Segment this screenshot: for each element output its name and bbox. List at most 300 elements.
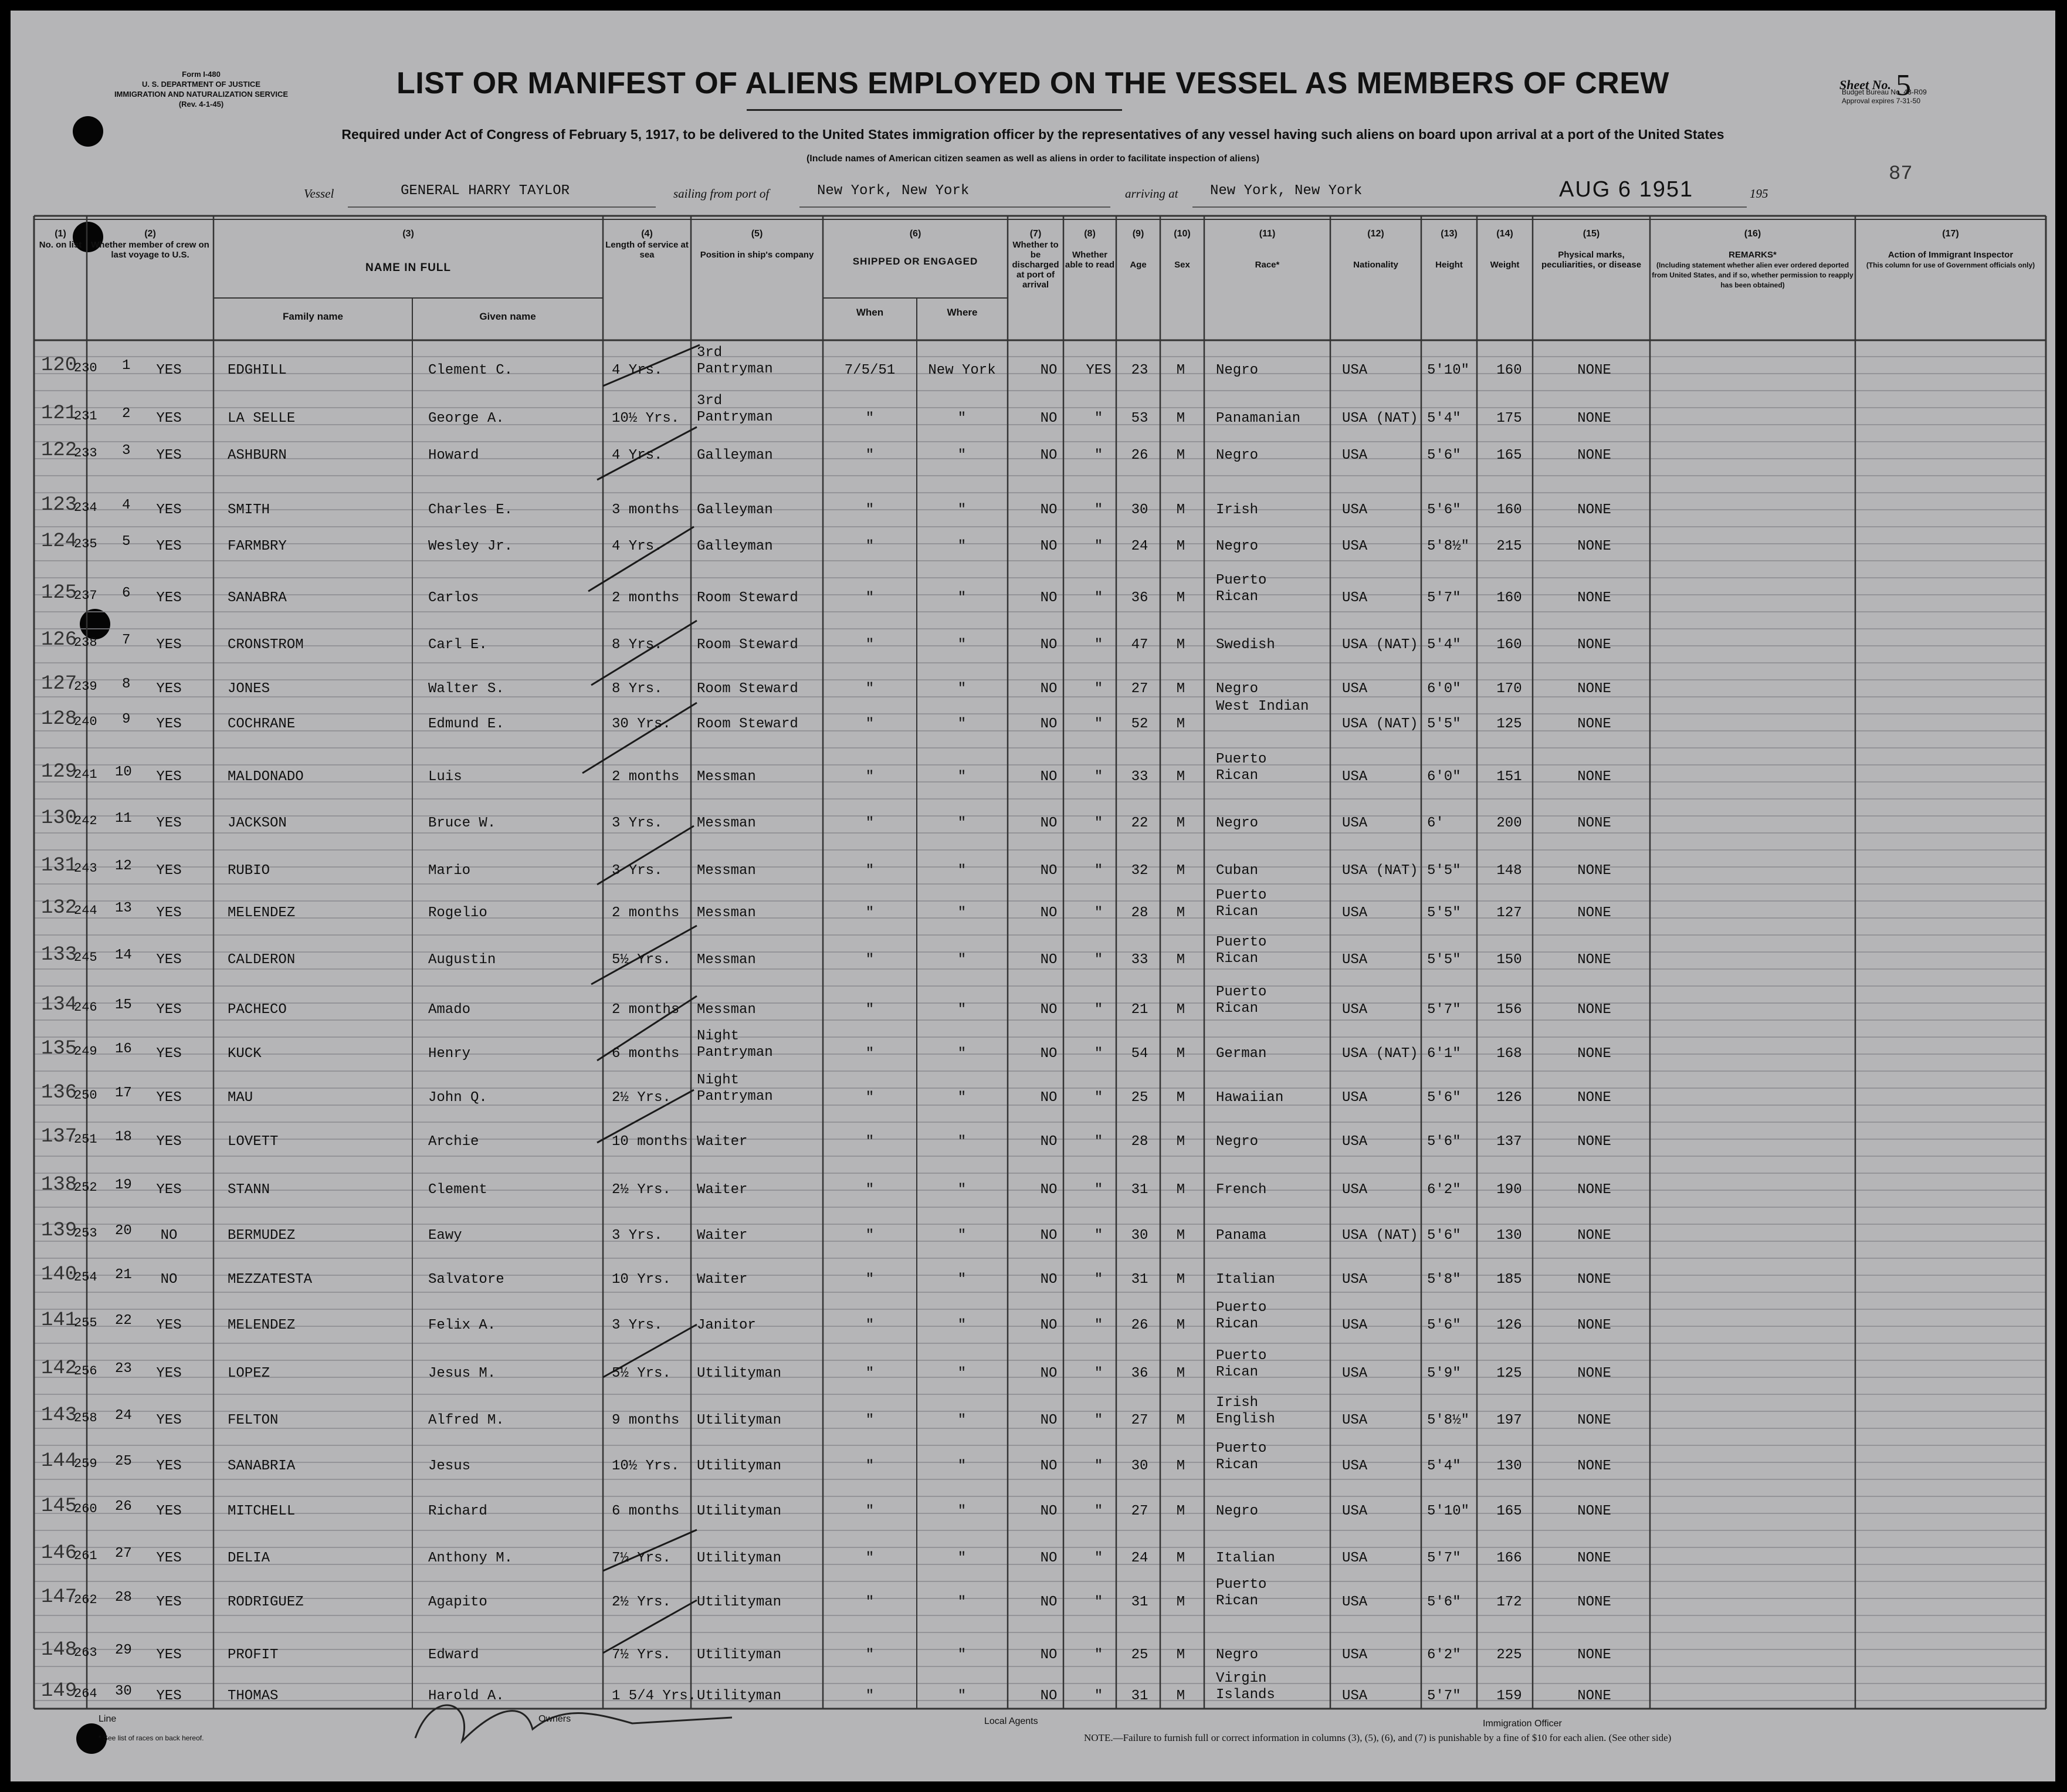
cell-weight: 200 — [1496, 815, 1522, 831]
cell-read: " — [1094, 1090, 1103, 1106]
cell-number-on-list: 30 — [115, 1683, 132, 1699]
cell-marks: NONE — [1577, 716, 1611, 732]
cell-voyage: YES — [156, 538, 182, 554]
cell-given: Richard — [428, 1503, 487, 1519]
cell-family: MITCHELL — [228, 1503, 296, 1519]
cell-position: Room Steward — [697, 590, 798, 606]
document-title: LIST OR MANIFEST OF ALIENS EMPLOYED ON THE VESSEL AS MEMBERS OF CREW — [397, 66, 1669, 100]
cell-sex: M — [1176, 1317, 1185, 1333]
revision-date: (Rev. 4-1-45) — [178, 100, 224, 109]
cell-weight: 126 — [1496, 1317, 1522, 1333]
cell-list-code: 253 — [74, 1226, 97, 1241]
cell-age: 24 — [1131, 538, 1148, 554]
cell-age: 23 — [1131, 363, 1148, 378]
cell-where: " — [957, 769, 967, 785]
cell-sex: M — [1176, 1228, 1185, 1244]
cell-number-on-list: 24 — [115, 1408, 132, 1424]
cell-race: Puerto Rican — [1216, 1577, 1267, 1609]
cell-list-code: 243 — [74, 861, 97, 876]
cell-voyage: YES — [156, 1046, 182, 1062]
cell-read: " — [1094, 905, 1103, 921]
cell-race: Irish English — [1216, 1395, 1275, 1427]
cell-family: COCHRANE — [228, 716, 296, 732]
cell-number-on-list: 25 — [115, 1454, 132, 1469]
document-subtitle: Required under Act of Congress of February 5, 1917, to be delivered to the United States immigration officer by the representatives of any vessel having such aliens on board upon arrival at a port of the United States — [341, 127, 1724, 142]
cell-where: " — [957, 1046, 967, 1062]
cell-discharged: NO — [1040, 1182, 1058, 1198]
cell-voyage: YES — [156, 1182, 182, 1198]
cell-given: Rogelio — [428, 905, 487, 921]
cell-when: " — [865, 1503, 875, 1519]
handwritten-row-number: 124 — [41, 530, 77, 553]
form-number: Form I-480 — [182, 70, 221, 79]
cell-family: JACKSON — [228, 815, 287, 831]
cell-family: JONES — [228, 681, 270, 697]
cell-service: 4 Yrs. — [612, 448, 663, 463]
cell-position: Night Pantryman — [697, 1028, 773, 1061]
cell-sex: M — [1176, 681, 1185, 697]
cell-weight: 148 — [1496, 863, 1522, 879]
cell-discharged: NO — [1040, 1503, 1058, 1519]
cell-given: Clement — [428, 1182, 487, 1198]
cell-position: Galleyman — [697, 448, 773, 463]
cell-list-code: 230 — [74, 361, 97, 375]
cell-height: 5'9" — [1427, 1366, 1461, 1381]
cell-position: Messman — [697, 863, 756, 879]
cell-given: George A. — [428, 411, 504, 426]
cell-discharged: NO — [1040, 716, 1058, 732]
cell-age: 33 — [1131, 952, 1148, 968]
cell-marks: NONE — [1577, 637, 1611, 653]
cell-read: " — [1094, 590, 1103, 606]
handwritten-row-number: 140 — [41, 1263, 77, 1286]
cell-weight: 165 — [1496, 1503, 1522, 1519]
cell-where: " — [957, 1002, 967, 1018]
cell-age: 30 — [1131, 1458, 1148, 1474]
cell-when: " — [865, 1228, 875, 1244]
cell-read: " — [1094, 637, 1103, 653]
handwritten-row-number: 123 — [41, 494, 77, 516]
cell-discharged: NO — [1040, 769, 1058, 785]
cell-read: " — [1094, 815, 1103, 831]
cell-height: 5'6" — [1427, 1134, 1461, 1150]
cell-read: " — [1094, 1272, 1103, 1288]
cell-list-code: 246 — [74, 1000, 97, 1015]
cell-family: CRONSTROM — [228, 637, 304, 653]
cell-family: SANABRIA — [228, 1458, 296, 1474]
cell-sex: M — [1176, 1688, 1185, 1704]
cell-where: " — [957, 716, 967, 732]
signature-scrawl — [415, 1705, 732, 1741]
vessel-name: GENERAL HARRY TAYLOR — [401, 183, 570, 199]
cell-age: 47 — [1131, 637, 1148, 653]
footer-line-label: Line — [99, 1714, 117, 1724]
handwritten-row-number: 142 — [41, 1357, 77, 1380]
cell-when: " — [865, 1002, 875, 1018]
cell-given: Carl E. — [428, 637, 487, 653]
cell-read: " — [1094, 411, 1103, 426]
cell-where: " — [957, 905, 967, 921]
cell-age: 21 — [1131, 1002, 1148, 1018]
cell-weight: 130 — [1496, 1228, 1522, 1244]
cell-marks: NONE — [1577, 590, 1611, 606]
cell-race: Hawaiian — [1216, 1090, 1284, 1106]
col-header-4: (4) Length of service at sea — [605, 229, 689, 260]
cell-position: Utilityman — [697, 1458, 782, 1474]
cell-discharged: NO — [1040, 1002, 1058, 1018]
row-rules — [34, 357, 2046, 1700]
cell-family: DELIA — [228, 1550, 270, 1566]
cell-race: Puerto Rican — [1216, 751, 1267, 784]
handwritten-row-number: 143 — [41, 1404, 77, 1427]
cell-voyage: NO — [160, 1228, 178, 1244]
col-header-9: (9) Age — [1130, 229, 1147, 270]
cell-sex: M — [1176, 1366, 1185, 1381]
cell-voyage: YES — [156, 905, 182, 921]
cell-race: Negro — [1216, 1647, 1259, 1663]
cell-given: Mario — [428, 863, 471, 879]
cell-height: 5'10" — [1427, 1503, 1470, 1519]
cell-marks: NONE — [1577, 815, 1611, 831]
cell-where: " — [957, 1458, 967, 1474]
cell-given: Eawy — [428, 1228, 462, 1244]
cell-given: Jesus — [428, 1458, 471, 1474]
cell-age: 28 — [1131, 905, 1148, 921]
cell-family: MALDONADO — [228, 769, 304, 785]
cell-marks: NONE — [1577, 905, 1611, 921]
col-header-17: (17) Action of Immigrant Inspector (This column for use of Government officials only) — [1866, 229, 2035, 269]
cell-sex: M — [1176, 590, 1185, 606]
cell-race: Swedish — [1216, 637, 1275, 653]
cell-list-code: 245 — [74, 950, 97, 965]
cell-number-on-list: 6 — [122, 585, 131, 601]
cell-number-on-list: 4 — [122, 497, 131, 513]
cell-service: 7½ Yrs. — [612, 1647, 671, 1663]
arriving-label: arriving at — [1125, 187, 1178, 201]
cell-weight: 225 — [1496, 1647, 1522, 1663]
cell-age: 36 — [1131, 590, 1148, 606]
cell-position: Galleyman — [697, 502, 773, 518]
cell-height: 6'1" — [1427, 1046, 1461, 1062]
cell-where: " — [957, 448, 967, 463]
cell-read: " — [1094, 502, 1103, 518]
cell-height: 5'6" — [1427, 1090, 1461, 1106]
cell-given: Edmund E. — [428, 716, 504, 732]
sailing-port: New York, New York — [817, 183, 970, 199]
cell-family: RUBIO — [228, 863, 270, 879]
cell-when: " — [865, 1134, 875, 1150]
cell-marks: NONE — [1577, 363, 1611, 378]
cell-nationality: USA — [1342, 1550, 1368, 1566]
manifest-document — [11, 11, 2055, 1781]
cell-discharged: NO — [1040, 637, 1058, 653]
cell-voyage: YES — [156, 502, 182, 518]
cell-where: " — [957, 1317, 967, 1333]
cell-age: 27 — [1131, 681, 1148, 697]
cell-when: " — [865, 637, 875, 653]
cell-list-code: 260 — [74, 1502, 97, 1516]
cell-height: 6'0" — [1427, 769, 1461, 785]
cell-weight: 197 — [1496, 1412, 1522, 1428]
cell-read: " — [1094, 1503, 1103, 1519]
cell-race: Virgin Islands — [1216, 1671, 1275, 1703]
cell-nationality: USA — [1342, 769, 1368, 785]
cell-when: " — [865, 1550, 875, 1566]
cell-list-code: 235 — [74, 537, 97, 551]
cell-number-on-list: 22 — [115, 1313, 132, 1329]
cell-voyage: YES — [156, 1412, 182, 1428]
cell-sex: M — [1176, 1550, 1185, 1566]
cell-given: Clement C. — [428, 363, 513, 378]
cell-family: LOPEZ — [228, 1366, 270, 1381]
cell-discharged: NO — [1040, 363, 1058, 378]
cell-where: " — [957, 1503, 967, 1519]
cell-race: German — [1216, 1046, 1267, 1062]
cell-service: 4 Yrs. — [612, 363, 663, 378]
cell-list-code: 239 — [74, 679, 97, 694]
cell-voyage: YES — [156, 1647, 182, 1663]
cell-service: 2 months — [612, 590, 680, 606]
cell-list-code: 238 — [74, 635, 97, 650]
cell-list-code: 240 — [74, 714, 97, 729]
cell-sex: M — [1176, 1503, 1185, 1519]
cell-marks: NONE — [1577, 863, 1611, 879]
cell-read: YES — [1086, 363, 1112, 378]
cell-when: " — [865, 769, 875, 785]
cell-weight: 159 — [1496, 1688, 1522, 1704]
cell-sex: M — [1176, 1134, 1185, 1150]
where-heading: Where — [947, 307, 978, 318]
cell-race: Irish — [1216, 502, 1259, 518]
cell-where: " — [957, 637, 967, 653]
penalty-note: NOTE.—Failure to furnish full or correct information in columns (3), (5), (6), and (7) is punishable by a fine of $10 for each alien. (See other side) — [1084, 1732, 1672, 1743]
cell-read: " — [1094, 1134, 1103, 1150]
cell-nationality: USA (NAT) — [1342, 411, 1418, 426]
handwritten-row-number: 141 — [41, 1309, 77, 1332]
cell-height: 6'0" — [1427, 681, 1461, 697]
cell-number-on-list: 17 — [115, 1085, 132, 1101]
cell-race: Puerto Rican — [1216, 934, 1267, 967]
cell-nationality: USA — [1342, 681, 1368, 697]
cell-discharged: NO — [1040, 590, 1058, 606]
cell-when: " — [865, 1317, 875, 1333]
cell-service: 2 months — [612, 769, 680, 785]
cell-list-code: 241 — [74, 767, 97, 782]
cell-height: 5'6" — [1427, 1594, 1461, 1610]
cell-where: New York — [928, 363, 996, 378]
cell-service: 9 months — [612, 1412, 680, 1428]
cell-position: Utilityman — [697, 1688, 782, 1704]
cell-family: SANABRA — [228, 590, 287, 606]
cell-number-on-list: 2 — [122, 406, 131, 422]
cell-service: 8 Yrs. — [612, 681, 663, 697]
handwritten-row-number: 134 — [41, 994, 77, 1016]
cell-race: Negro — [1216, 363, 1259, 378]
handwritten-row-number: 131 — [41, 855, 77, 877]
shipped-heading: SHIPPED OR ENGAGED — [852, 256, 978, 267]
cell-sex: M — [1176, 411, 1185, 426]
cell-weight: 127 — [1496, 905, 1522, 921]
col-header-11: (11) Race* — [1255, 229, 1280, 270]
cell-where: " — [957, 1647, 967, 1663]
cell-sex: M — [1176, 1090, 1185, 1106]
cell-given: Agapito — [428, 1594, 487, 1610]
cell-service: 30 Yrs. — [612, 716, 671, 732]
cell-read: " — [1094, 1228, 1103, 1244]
cell-given: John Q. — [428, 1090, 487, 1106]
cell-position: Messman — [697, 815, 756, 831]
cell-nationality: USA — [1342, 952, 1368, 968]
cell-position: Messman — [697, 769, 756, 785]
cell-service: 2½ Yrs. — [612, 1090, 671, 1106]
cell-read: " — [1094, 716, 1103, 732]
cell-voyage: YES — [156, 952, 182, 968]
cell-marks: NONE — [1577, 1550, 1611, 1566]
given-name-heading: Given name — [479, 311, 536, 322]
cell-when: " — [865, 863, 875, 879]
cell-voyage: YES — [156, 1503, 182, 1519]
cell-sex: M — [1176, 1046, 1185, 1062]
cell-marks: NONE — [1577, 952, 1611, 968]
cell-sex: M — [1176, 1412, 1185, 1428]
cell-weight: 165 — [1496, 448, 1522, 463]
cell-voyage: YES — [156, 815, 182, 831]
cell-list-code: 237 — [74, 588, 97, 603]
cell-nationality: USA — [1342, 1458, 1368, 1474]
cell-service: 6 months — [612, 1503, 680, 1519]
cell-voyage: YES — [156, 1317, 182, 1333]
cell-service: 10 Yrs. — [612, 1272, 671, 1288]
cell-when: " — [865, 815, 875, 831]
cell-read: " — [1094, 1182, 1103, 1198]
cell-nationality: USA — [1342, 363, 1368, 378]
cell-nationality: USA — [1342, 1412, 1368, 1428]
cell-family: MELENDEZ — [228, 1317, 296, 1333]
cell-age: 22 — [1131, 815, 1148, 831]
cell-race: Puerto Rican — [1216, 573, 1267, 605]
cell-height: 5'4" — [1427, 411, 1461, 426]
cell-voyage: YES — [156, 1688, 182, 1704]
cell-nationality: USA — [1342, 905, 1368, 921]
cell-list-code: 234 — [74, 500, 97, 515]
cell-family: LA SELLE — [228, 411, 296, 426]
handwritten-row-number: 127 — [41, 673, 77, 695]
cell-where: " — [957, 590, 967, 606]
cell-position: Room Steward — [697, 716, 798, 732]
cell-voyage: YES — [156, 769, 182, 785]
cell-voyage: YES — [156, 1134, 182, 1150]
cell-service: 4 Yrs. — [612, 538, 663, 554]
col-header-12: (12) Nationality — [1353, 229, 1398, 270]
cell-nationality: USA — [1342, 1647, 1368, 1663]
cell-given: Augustin — [428, 952, 496, 968]
cell-discharged: NO — [1040, 952, 1058, 968]
cell-sex: M — [1176, 1272, 1185, 1288]
cell-given: Wesley Jr. — [428, 538, 513, 554]
col-header-16: (16) REMARKS* (Including statement whether alien ever ordered deported from United States, and if so, whether permission to reapply has been obtained) — [1652, 229, 1853, 289]
cell-age: 26 — [1131, 448, 1148, 463]
cell-sex: M — [1176, 1458, 1185, 1474]
cell-discharged: NO — [1040, 1090, 1058, 1106]
cell-service: 3 months — [612, 502, 680, 518]
cell-family: BERMUDEZ — [228, 1228, 296, 1244]
cell-read: " — [1094, 1688, 1103, 1704]
cell-family: MEZZATESTA — [228, 1272, 313, 1288]
cell-when: " — [865, 590, 875, 606]
cell-read: " — [1094, 1594, 1103, 1610]
cell-race: Puerto Rican — [1216, 1348, 1267, 1380]
cell-position: Utilityman — [697, 1594, 782, 1610]
cell-family: THOMAS — [228, 1688, 279, 1704]
cell-where: " — [957, 1688, 967, 1704]
sheet-label: Sheet No. — [1839, 77, 1891, 92]
cell-marks: NONE — [1577, 538, 1611, 554]
cell-height: 5'4" — [1427, 637, 1461, 653]
cell-read: " — [1094, 1046, 1103, 1062]
year-label: 195 — [1750, 187, 1768, 201]
cell-sex: M — [1176, 1647, 1185, 1663]
cell-race: Negro — [1216, 448, 1259, 463]
cell-age: 30 — [1131, 502, 1148, 518]
cell-when: " — [865, 538, 875, 554]
cell-position: Utilityman — [697, 1647, 782, 1663]
cell-given: Felix A. — [428, 1317, 496, 1333]
cell-where: " — [957, 1272, 967, 1288]
cell-number-on-list: 10 — [115, 764, 132, 780]
cell-when: " — [865, 681, 875, 697]
cell-when: " — [865, 502, 875, 518]
cell-race: Puerto Rican — [1216, 984, 1267, 1017]
cell-race: Negro — [1216, 538, 1259, 554]
cell-when: " — [865, 1090, 875, 1106]
col-header-14: (14) Weight — [1490, 229, 1520, 270]
cell-number-on-list: 19 — [115, 1177, 132, 1193]
cell-marks: NONE — [1577, 681, 1611, 697]
cell-weight: 160 — [1496, 590, 1522, 606]
cell-list-code: 261 — [74, 1549, 97, 1563]
cell-family: SMITH — [228, 502, 270, 518]
cell-number-on-list: 23 — [115, 1361, 132, 1377]
cell-when: " — [865, 1594, 875, 1610]
cell-read: " — [1094, 1366, 1103, 1381]
cell-when: " — [865, 1647, 875, 1663]
cell-number-on-list: 7 — [122, 632, 131, 648]
vessel-label: Vessel — [304, 187, 334, 201]
cell-when: " — [865, 952, 875, 968]
cell-number-on-list: 15 — [115, 997, 132, 1013]
handwritten-row-number: 120 — [41, 354, 77, 377]
cell-discharged: NO — [1040, 411, 1058, 426]
cell-discharged: NO — [1040, 538, 1058, 554]
cell-age: 32 — [1131, 863, 1148, 879]
cell-where: " — [957, 1594, 967, 1610]
cell-nationality: USA — [1342, 1182, 1368, 1198]
cell-position: Waiter — [697, 1182, 748, 1198]
cell-marks: NONE — [1577, 1228, 1611, 1244]
department-name: U. S. DEPARTMENT OF JUSTICE — [142, 80, 260, 89]
cell-sex: M — [1176, 448, 1185, 463]
cell-race: Negro — [1216, 815, 1259, 831]
cell-height: 5'5" — [1427, 863, 1461, 879]
cell-weight: 215 — [1496, 538, 1522, 554]
cell-service: 2 months — [612, 905, 680, 921]
cell-height: 6'2" — [1427, 1647, 1461, 1663]
cell-nationality: USA — [1342, 1272, 1368, 1288]
cell-where: " — [957, 1182, 967, 1198]
cell-when: " — [865, 448, 875, 463]
cell-age: 25 — [1131, 1090, 1148, 1106]
cell-service: 8 Yrs. — [612, 637, 663, 653]
